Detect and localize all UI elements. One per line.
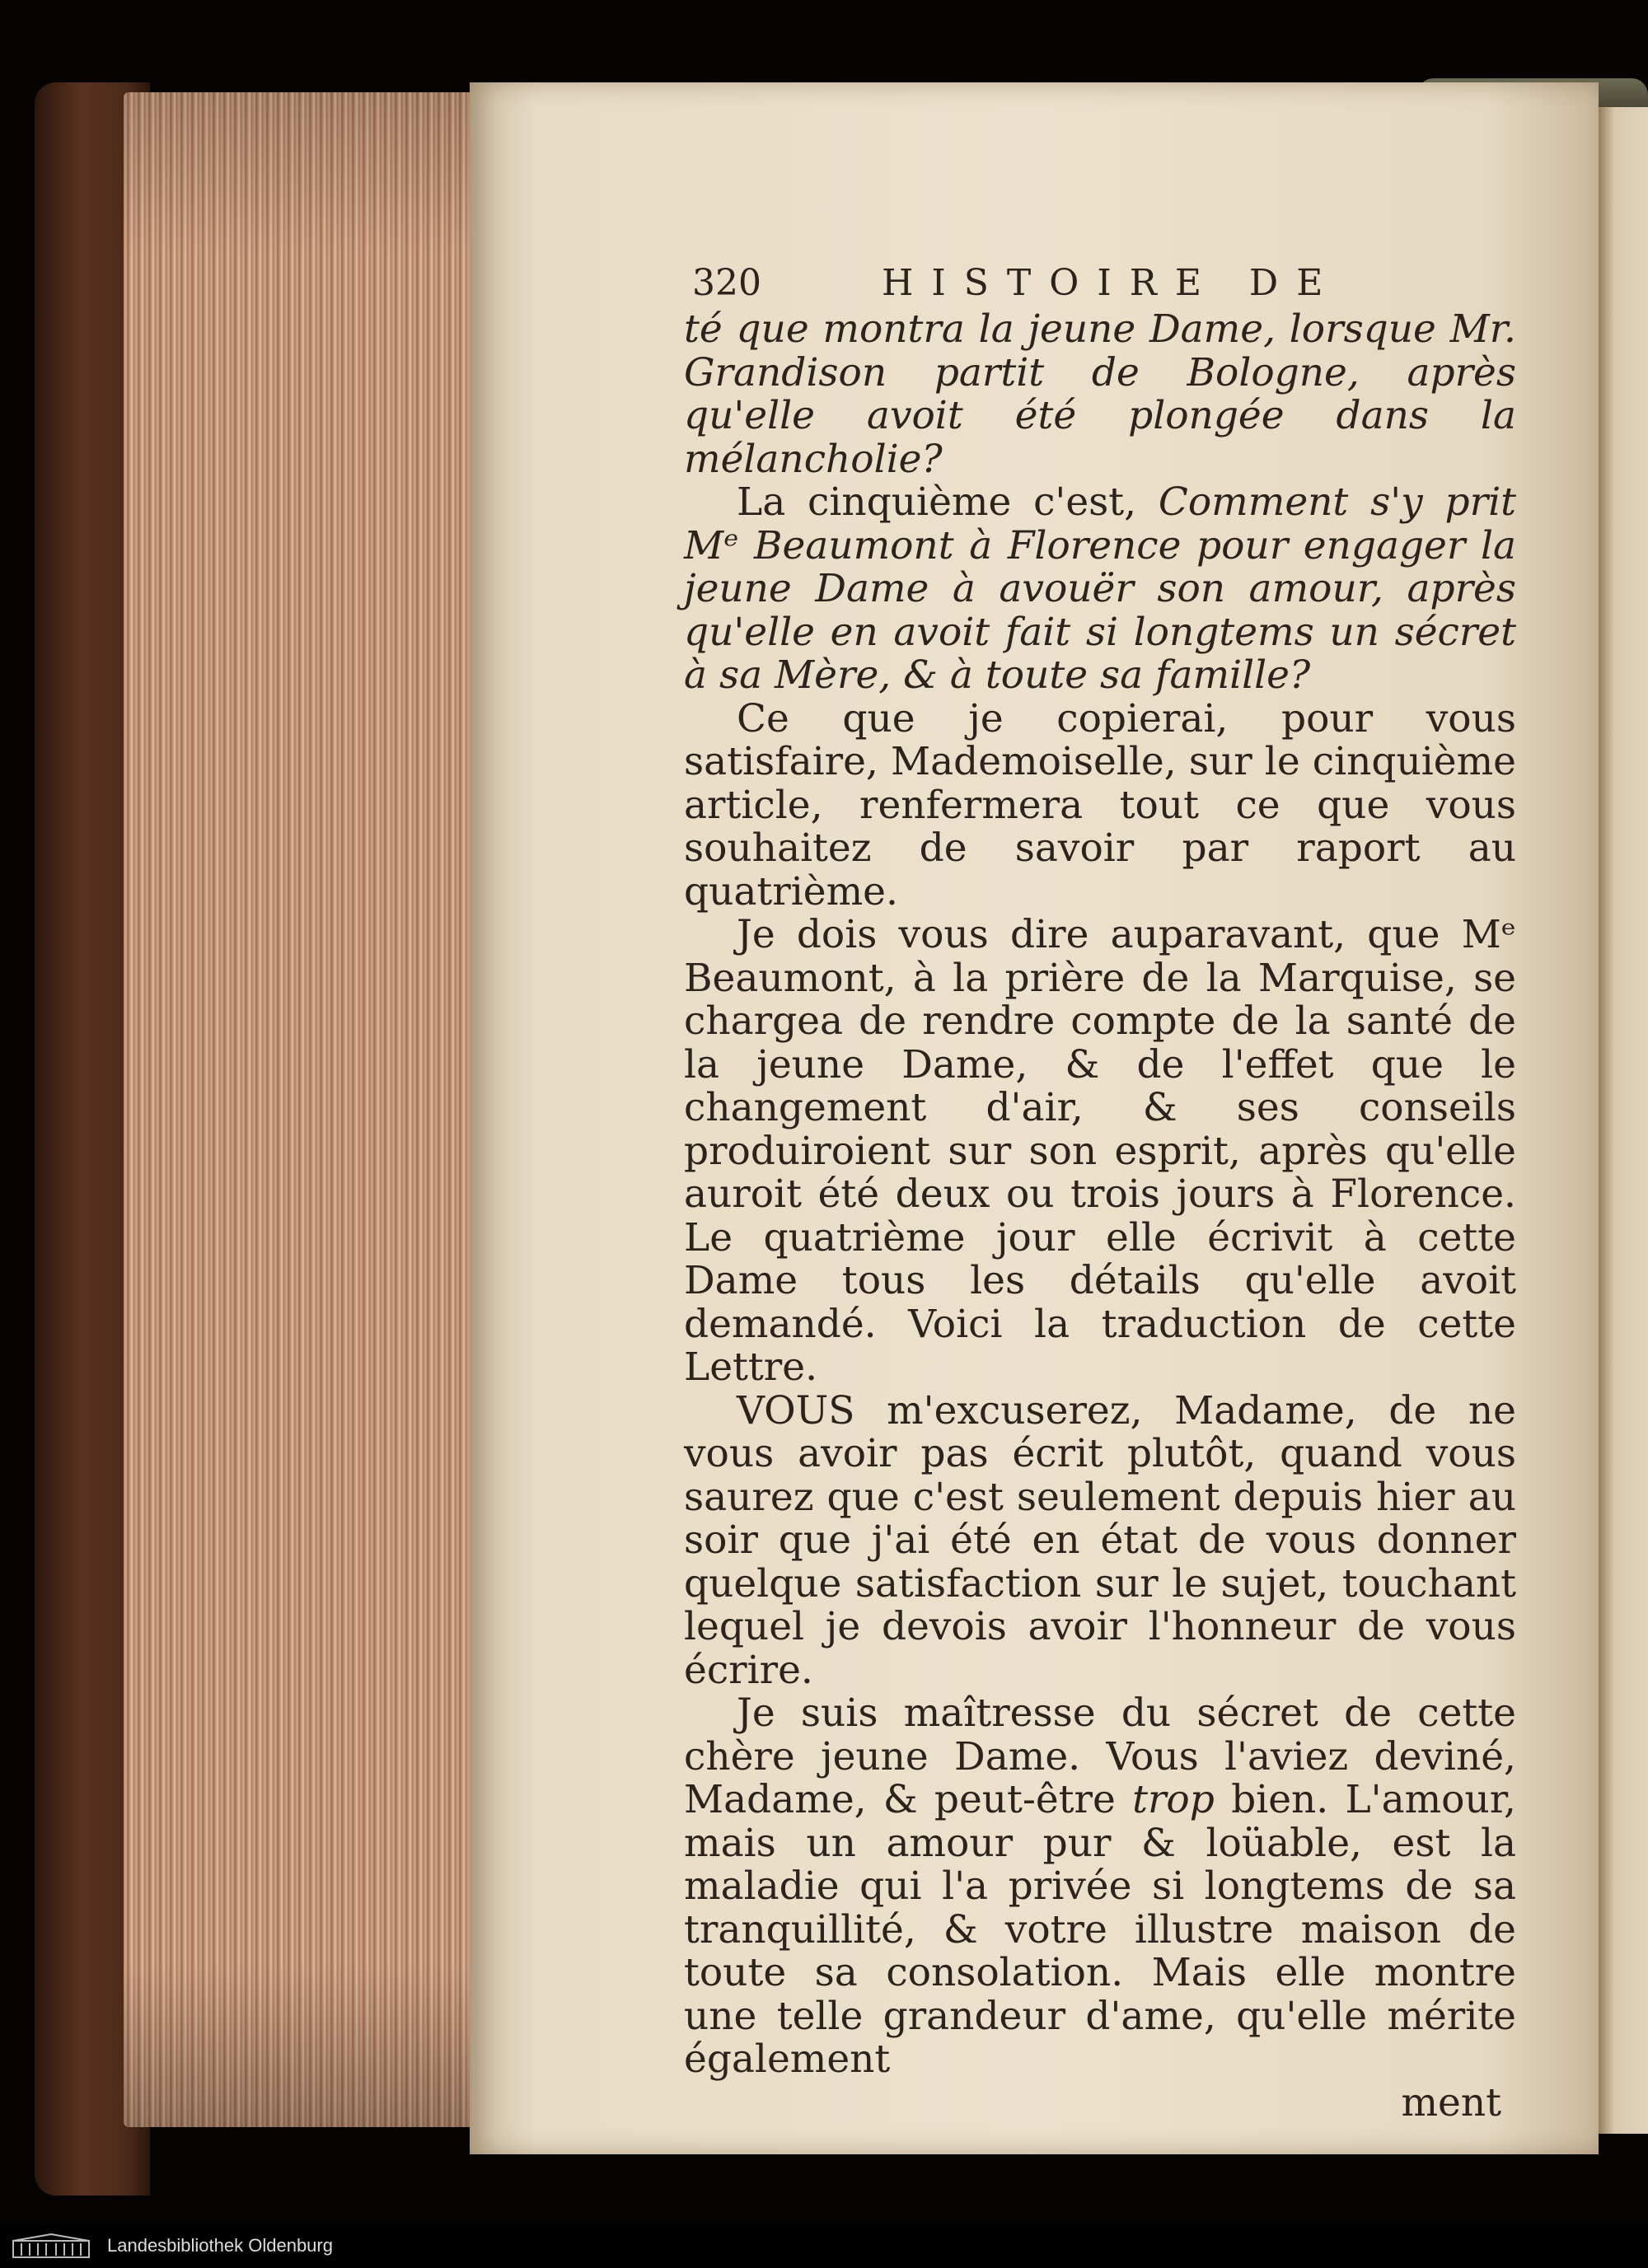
letter-opening: VOUS m'excuserez, Madame, de ne vous avoir pas écrit plutôt, quand vous saurez que c'est seulement depuis hier au soir que j'ai été en état de vous donner quelque satisfaction sur le sujet, touchant lequel je devois avoir l'honneur de vous écrire. xyxy=(684,1387,1516,1693)
paragraph xyxy=(684,481,1516,698)
page-text xyxy=(684,262,1516,2125)
paragraph-question: Comment s'y prit Mᵉ Beaumont à Florence pour engager la jeune Dame à avouër son amour, après qu'elle en avoit fait si longtems un sécret à sa Mère, & à toute sa famille? xyxy=(684,479,1516,698)
running-head: HISTOIRE DE xyxy=(882,262,1341,304)
paragraph-start: Je suis maîtresse du sécret de cette chère jeune Dame. Vous l'aviez deviné, Madame, & peut-être xyxy=(684,1690,1516,1822)
footer-bar xyxy=(0,2224,1648,2268)
page-header xyxy=(684,262,1516,305)
paragraph: Je dois vous dire auparavant, que Mᵉ Beaumont, à la prière de la Marquise, se chargea de rendre compte de la santé de la jeune Dame, & de l'effet que le changement d'air, & ses conseils produiroient sur son esprit, après qu'elle auroit été deux ou trois jours à Florence. Le quatrième jour elle écrivit à cette Dame tous les détails qu'elle avoit demandé. Voici la traduction de cette Lettre. xyxy=(684,912,1516,1390)
page-edges xyxy=(124,92,474,2127)
library-name: Landesbibliothek Oldenburg xyxy=(107,2235,333,2256)
library-building-icon xyxy=(12,2233,91,2259)
italic-word: trop xyxy=(1132,1777,1215,1822)
paragraph xyxy=(684,1692,1516,2082)
paragraph: té que montra la jeune Dame, lorsque Mr. Grandison partit de Bologne, après qu'elle avoit été plongée dans la mélancholie? xyxy=(684,306,1516,482)
paragraph-lead: La cinquième c'est, xyxy=(737,479,1137,525)
catchword: ment xyxy=(1401,2079,1501,2125)
paragraph-end: bien. L'amour, mais un amour pur & loüable, est la maladie qui l'a privée si longtems de sa tranquillité, & votre illustre maison de toute sa consolation. Mais elle montre une telle grandeur d'ame, qu'elle mérite également xyxy=(684,1777,1516,2082)
page-number: 320 xyxy=(692,262,761,304)
right-page-edge xyxy=(1592,107,1648,2134)
paragraph: Ce que je copierai, pour vous satisfaire, Mademoiselle, sur le cinquième article, renfermera tout ce que vous souhaitez de savoir par raport au quatrième. xyxy=(684,695,1516,914)
